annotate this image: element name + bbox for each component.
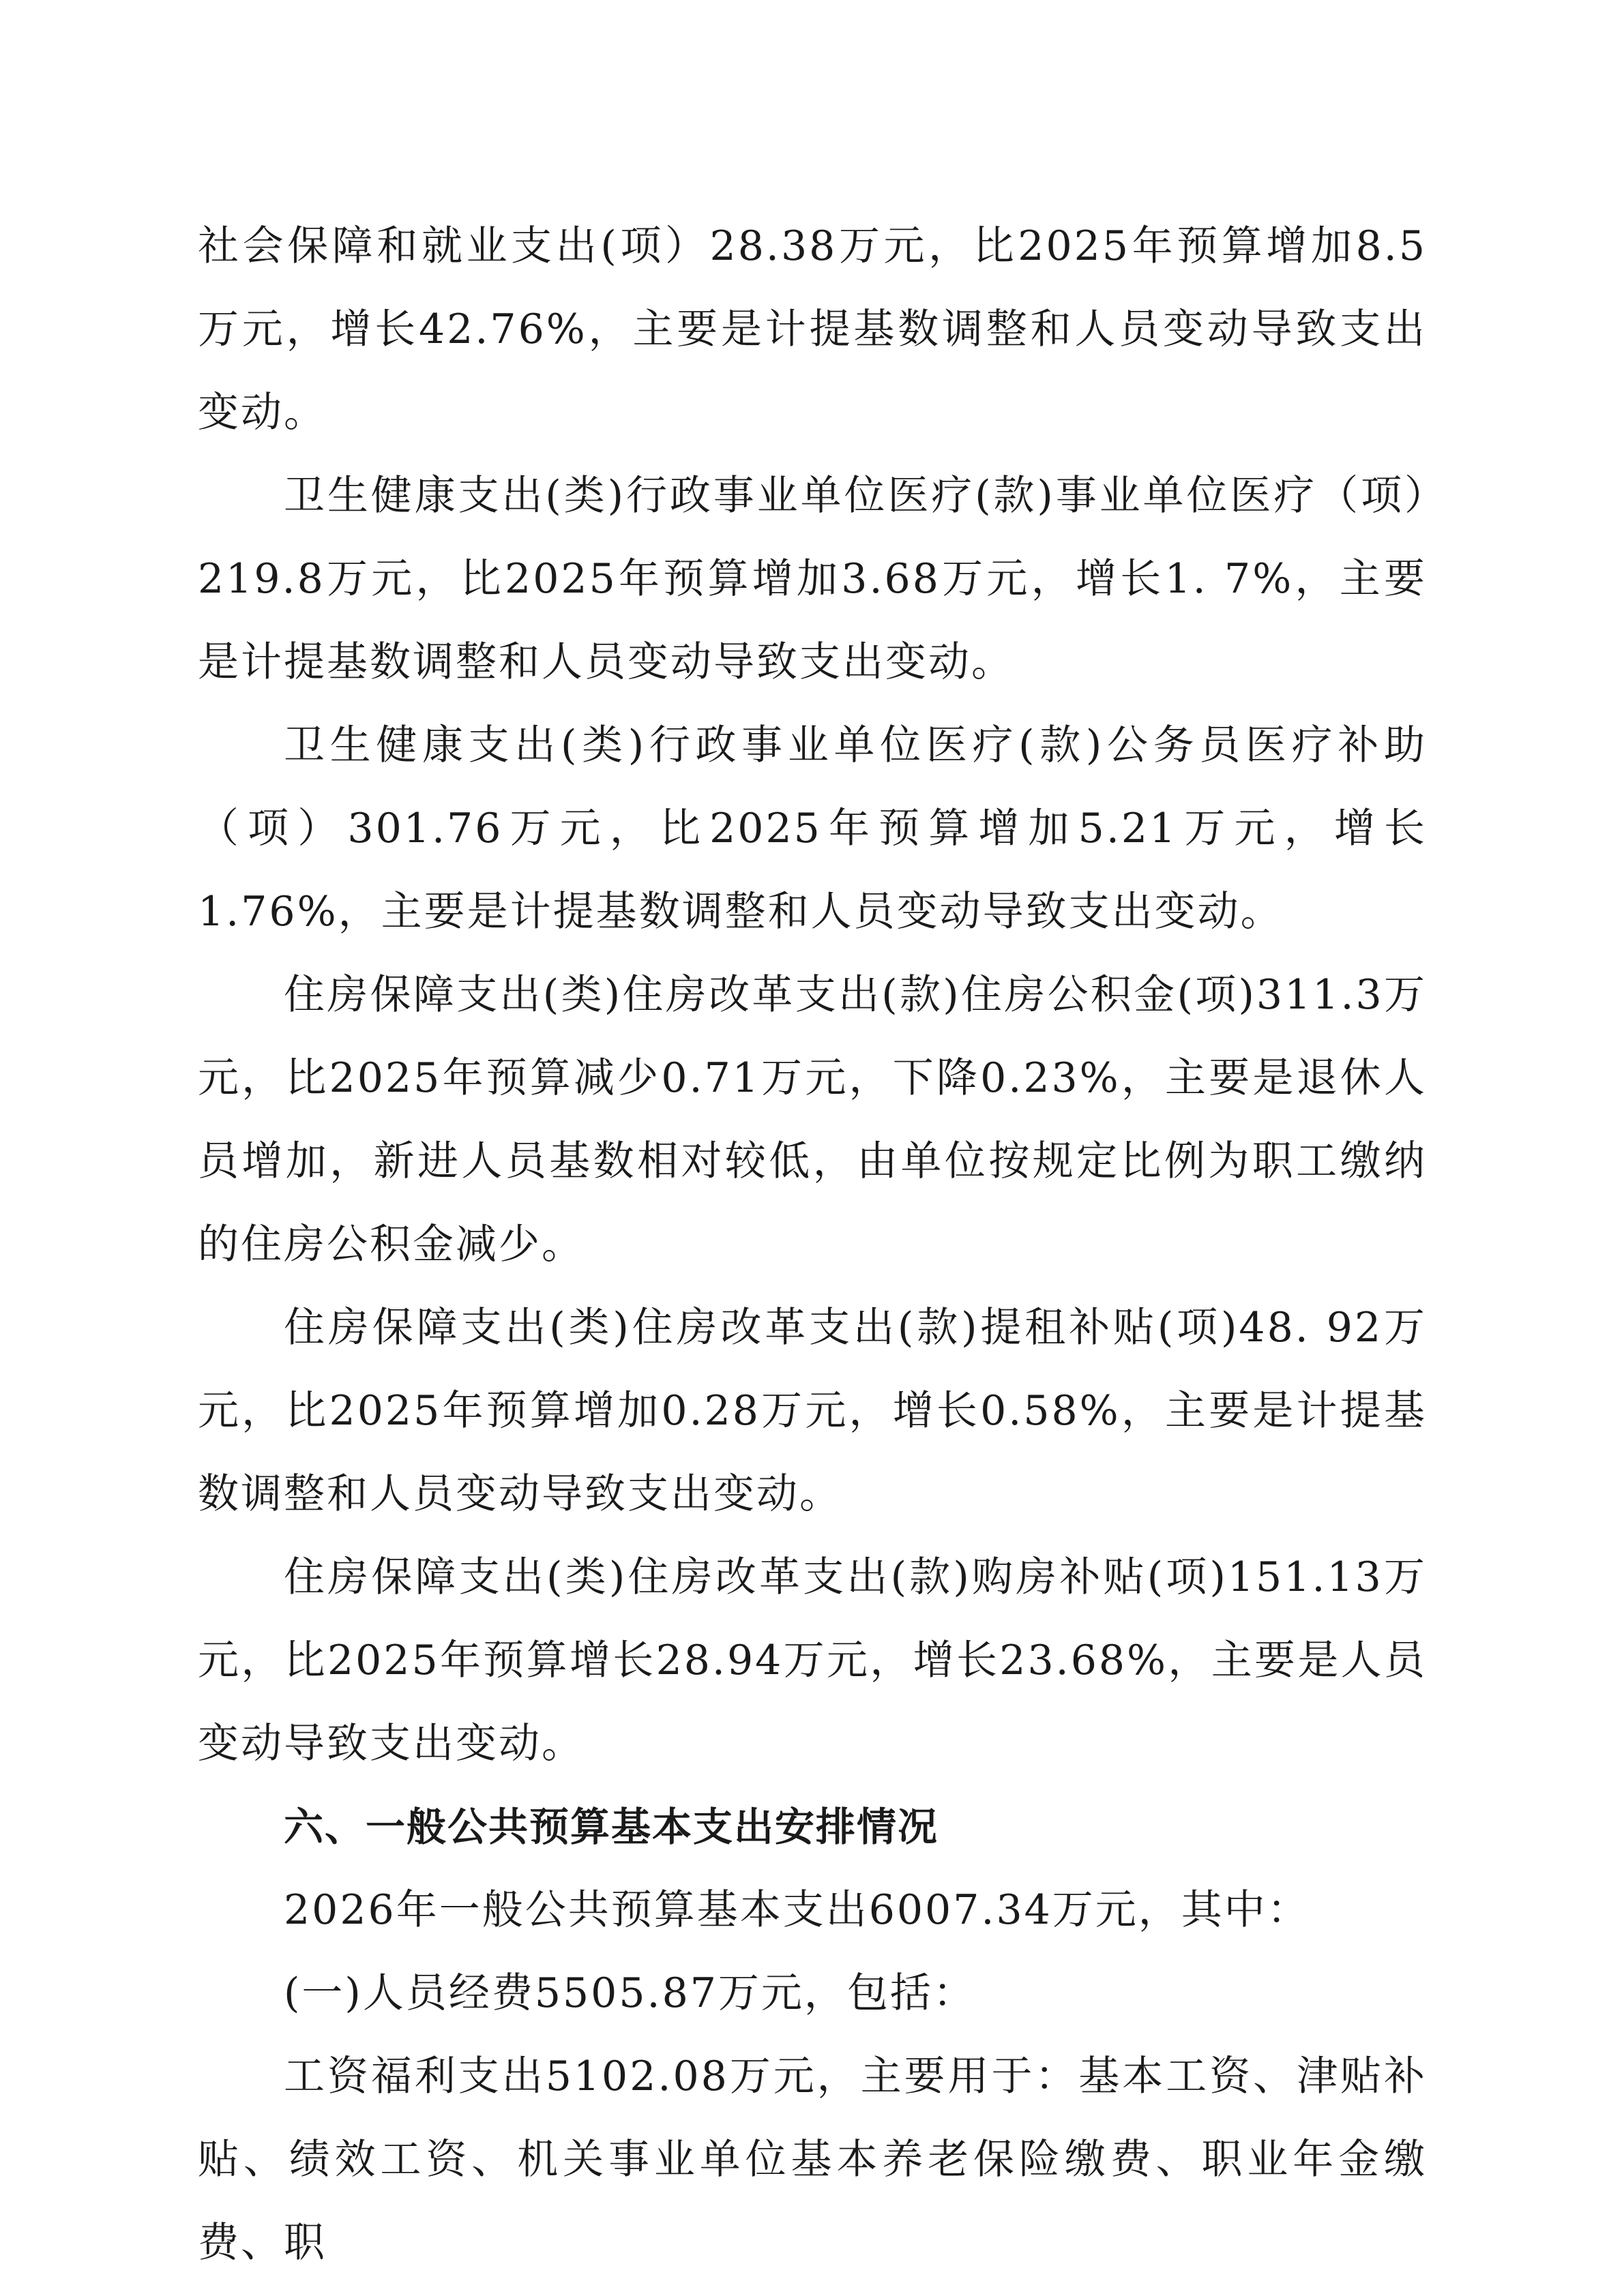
paragraph-wages-welfare: 工资福利支出5102.08万元，主要用于：基本工资、津贴补贴、绩效工资、机关事业单位基本养老保险缴费、职业年金缴费、职 [198,2053,1427,2267]
paragraph-housing-purchase-subsidy: 住房保障支出(类)住房改革支出(款)购房补贴(项)151.13万元，比2025年预算增长28.94万元，增长23.68%，主要是人员变动导致支出变动。 [198,1553,1427,1768]
paragraph-housing-rent-subsidy: 住房保障支出(类)住房改革支出(款)提租补贴(项)48. 92万元，比2025年预算增加0.28万元，增长0.58%，主要是计提基数调整和人员变动导致支出变动。 [198,1304,1427,1518]
paragraph-social-security: 社会保障和就业支出(项）28.38万元，比2025年预算增加8.5万元，增长42.76%，主要是计提基数调整和人员变动导致支出变动。 [198,222,1427,436]
section-heading-basic-expenditure: 六、一般公共预算基本支出安排情况 [284,1804,939,1850]
paragraph-basic-expenditure-total: 2026年一般公共预算基本支出6007.34万元，其中： [284,1886,1310,1934]
paragraph-health-institution-medical: 卫生健康支出(类)行政事业单位医疗(款)事业单位医疗（项）219.8万元，比2025年预算增加3.68万元，增长1. 7%，主要是计提基数调整和人员变动导致支出变动。 [198,472,1427,686]
document-body [198,205,1427,2284]
paragraph-health-civil-servant-medical: 卫生健康支出(类)行政事业单位医疗(款)公务员医疗补助（项）301.76万元，比2025年预算增加5.21万元，增长1.76%，主要是计提基数调整和人员变动导致支出变动。 [198,721,1427,936]
paragraph-personnel-expenses: (一)人员经费5505.87万元，包括： [284,1969,976,2017]
paragraph-housing-provident-fund: 住房保障支出(类)住房改革支出(款)住房公积金(项)311.3万元，比2025年预算减少0.71万元，下降0.23%，主要是退休人员增加，新进人员基数相对较低，由单位按规定比例为职工缴纳的住房公积金减少。 [198,971,1427,1268]
